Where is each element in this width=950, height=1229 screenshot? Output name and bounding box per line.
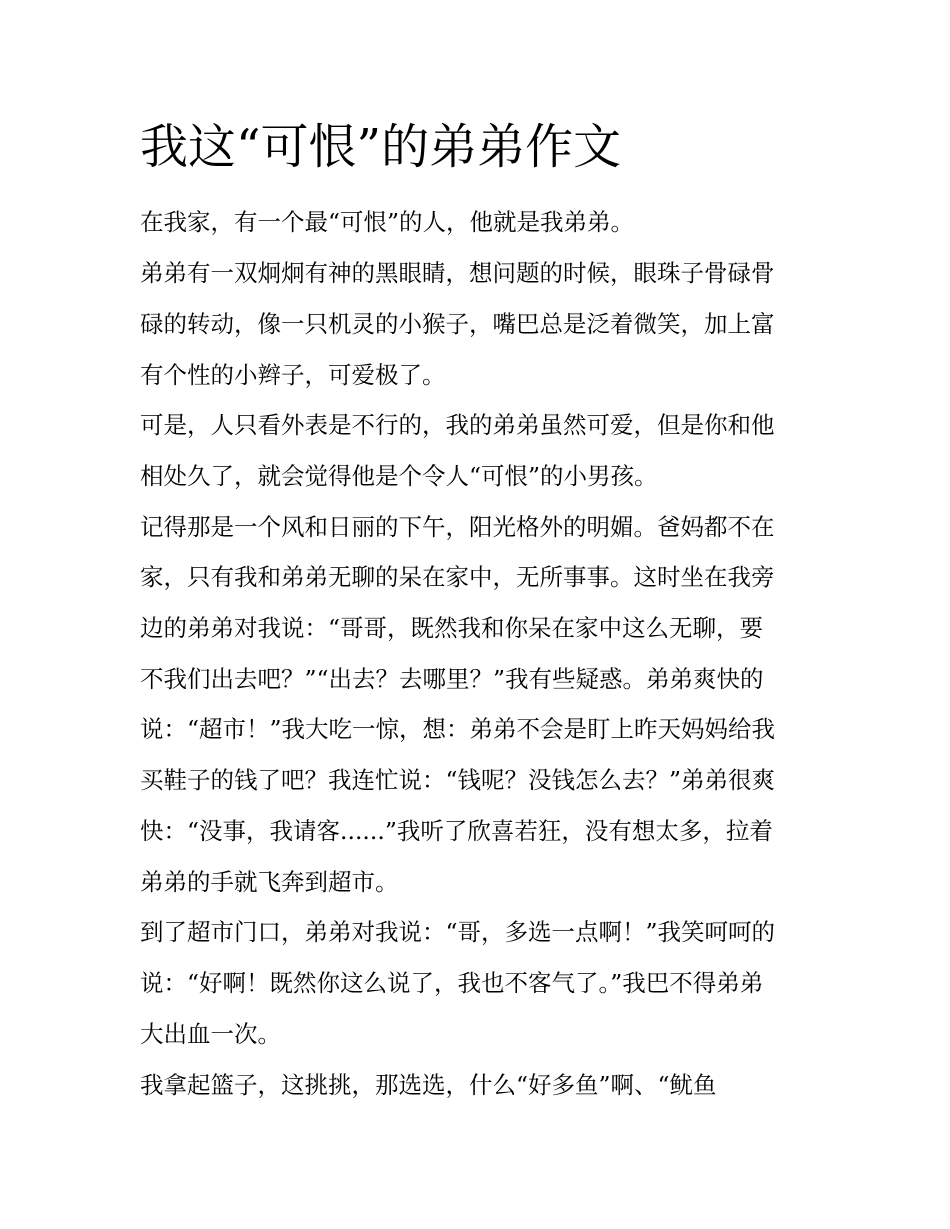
text-line: 大出血一次。	[140, 1020, 281, 1048]
text-line: 到了超市门口，弟弟对我说：“哥，多选一点啊！”我笑呵呵的	[140, 918, 776, 946]
text-line: 说：“超市！”我大吃一惊，想：弟弟不会是盯上昨天妈妈给我	[140, 715, 776, 743]
text-line: 说：“好啊！既然你这么说了，我也不客气了。”我巴不得弟弟	[140, 969, 764, 997]
text-line: 不我们出去吧？”“出去？去哪里？”我有些疑惑。弟弟爽快的	[140, 665, 764, 693]
essay-title: 我这“可恨”的弟弟作文	[140, 119, 622, 175]
text-line: 碌的转动，像一只机灵的小猴子，嘴巴总是泛着微笑，加上富	[140, 310, 775, 338]
text-line: 可是，人只看外表是不行的，我的弟弟虽然可爱，但是你和他	[140, 411, 775, 439]
text-line: 相处久了，就会觉得他是个令人“可恨”的小男孩。	[140, 462, 658, 490]
text-line: 我拿起篮子，这挑挑，那选选，什么“好多鱼”啊、“鱿鱼	[140, 1071, 717, 1099]
text-line: 边的弟弟对我说：“哥哥，既然我和你呆在家中这么无聊，要	[140, 614, 764, 642]
text-line: 家，只有我和弟弟无聊的呆在家中，无所事事。这时坐在我旁	[140, 563, 775, 591]
text-line: 弟弟有一双炯炯有神的黑眼睛，想问题的时候，眼珠子骨碌骨	[140, 259, 775, 287]
text-line: 买鞋子的钱了吧？我连忙说：“钱呢？没钱怎么去？”弟弟很爽	[140, 766, 776, 794]
text-line: 有个性的小辫子，可爱极了。	[140, 361, 446, 389]
text-line: 弟弟的手就飞奔到超市。	[140, 868, 399, 896]
text-line: 在我家，有一个最“可恨”的人，他就是我弟弟。	[140, 208, 635, 236]
text-line: 快：“没事，我请客......”我听了欣喜若狂，没有想太多，拉着	[140, 817, 773, 845]
text-line: 记得那是一个风和日丽的下午，阳光格外的明媚。爸妈都不在	[140, 513, 775, 541]
